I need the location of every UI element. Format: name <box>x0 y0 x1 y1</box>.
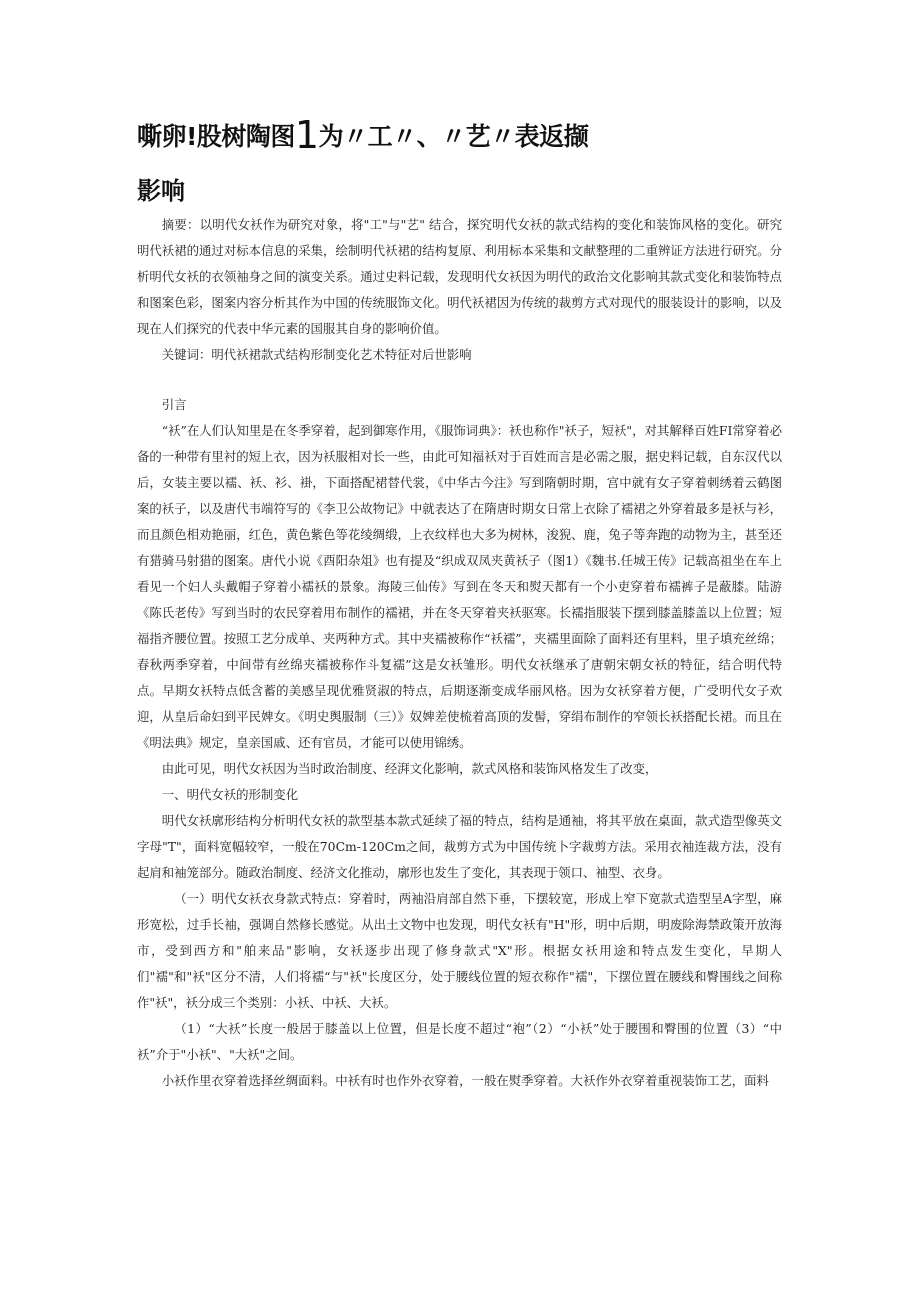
fabric-paragraph: 小袄作里衣穿着选择丝绸面料。中袄有时也作外衣穿着，一般在熨季穿着。大袄作外衣穿着重视装饰工艺，面料 <box>161 1073 769 1088</box>
silhouette-paragraph: 明代女袄廓形结构分析明代女袄的款型基本款式延续了福的特点，结构是通袖，将其平放在桌面，款式造型像英文字母"T"，面料宽幅较窄，一般在70Cm-120Cm之间，裁剪方式为中国传统卜字裁剪方法。采用衣袖连裁方法，没有起肩和袖笼部分。随政治制度、经济文化推动，廓形也发生了变化，其表现于领口、袖型、衣身。 <box>137 813 782 880</box>
abstract-paragraph: 摘要：以明代女袄作为研究对象，将"工"与"艺" 结合，探究明代女袄的款式结构的变化和装饰风格的变化。研究明代袄裙的通过对标本信息的采集，绘制明代袄裙的结构复原、利用标本采集和文献整理的二重辨证方法进行研究。分析明代女袄的衣领袖身之间的演变关系。通过史料记载，发现明代女袄因为明代的政治文化影响其款式变化和装饰特点和图案色彩，图案内容分析其作为中国的传统服饰文化。明代袄裙因为传统的裁剪方式对现代的服装设计的影响，以及现在人们探究的代表中华元素的国服其自身的影响价值。 <box>137 217 782 336</box>
document-title <box>137 113 857 157</box>
conclusion-sentence: 由此可见，明代女袄因为当时政治制度、经湃文化影响，款式风格和装饰风格发生了改变， <box>161 761 658 776</box>
intro-heading: 引言 <box>161 397 187 412</box>
title-figure-number: 1 <box>294 113 319 157</box>
section-heading: 一、明代女袄的形制变化 <box>161 787 299 802</box>
document-body <box>137 212 782 1094</box>
keywords-paragraph: 关键词：明代袄裙款式结构形制变化艺术特征对后世影响 <box>161 347 472 362</box>
title-text-pre: 嘶卵!股树陶图 <box>137 122 295 151</box>
body-style-paragraph: （一）明代女袄衣身款式特点：穿着时，两袖沿肩部自然下垂，下摆较宽，形成上窄下宽款式造型呈A字型，麻形宽松，过手长袖，强调自然修长感觉。从出土文物中也发现，明代女袄有"H"形，明中后期，明废除海禁政策开放海市，受到西方和"舶来品"影响，女袄逐步出现了修身款式"X"形。根据女袄用途和特点发生变化，早期人们"襦"和"袄"区分不清，人们将襦“与"袄"长度区分，处于腰线位置的短衣称作"襦"，下摆位置在腰线和臀围线之间称作"袄"，袄分成三个类别：小袄、中袄、大袄。 <box>137 891 782 1010</box>
title-text-post: 为〃工〃、〃艺〃表返撷 <box>318 122 589 151</box>
length-categories-paragraph: （1）“大袄”长度一般居于膝盖以上位置，但是长度不超过“袍”（2）“小袄”处于腰围和臀围的位置（3）“中袄”介于"小袄"、"大袄"之间。 <box>137 1021 782 1062</box>
document-subtitle: 影响 <box>137 177 185 205</box>
intro-paragraph: “袄”在人们认知里是在冬季穿着，起到御寒作用，《服饰词典》：袄也称作"袄子，短袄"，对其解释百姓FI常穿着必备的一种带有里衬的短上衣，因为袄服相对长一些，由此可知福袄对于百姓而言是必需之服，据史料记载，自东汉代以后，女装主要以襦、袄、衫、褂，下面搭配裙替代裳，《中华古今注》写到隋朝时期，宫中就有女子穿着刺绣着云鹤图案的袄子，以及唐代韦端符写的《李卫公故物记》中就表达了在隋唐时期女日常上衣除了襦裙之外穿着最多是袄与衫，而且颜色相劝艳丽，红色，黄色紫色等花绫绸缎，上衣纹样也大多为树林，浚猊、鹿，兔子等奔跑的动物为主，甚至还有猎骑马射猎的图案。唐代小说《酉阳杂俎》也有提及“织成双凤夹黄袄子（图1）《魏书.任城王传》记载高祖坐在车上看见一个妇人头戴帽子穿着小襦袄的景象。海陵三仙传》写到在冬天和熨天都有一个小吏穿着布襦裤子是蔽膝。陆游《陈氏老传》写到当时的农民穿着用布制作的襦裙，并在冬天穿着夹袄驱寒。长襦指服装下摆到膝盖膝盖以上位置；短福指齐腰位置。按照工艺分成单、夹两种方式。其中夹襦被称作“袄襦”，夹襦里面除了面料还有里料，里子填充丝绵；春秋两季穿着，中间带有丝绵夹襦被称作斗复襦”这是女袄雏形。明代女袄继承了唐朝宋朝女袄的特征，结合明代特点。早期女袄特点低含蓄的美感呈现优雅贤淑的特点，后期逐渐变成华丽风格。因为女袄穿着方便，广受明代女子欢迎，从皇后命妇到平民婢女。《明史舆服制（三）》奴婢差使梳着高顶的发髻，穿绢布制作的窄领长袄搭配长裙。而且在《明法典》规定，皇亲国戚、还有官员，才能可以使用锦绣。 <box>137 423 782 750</box>
